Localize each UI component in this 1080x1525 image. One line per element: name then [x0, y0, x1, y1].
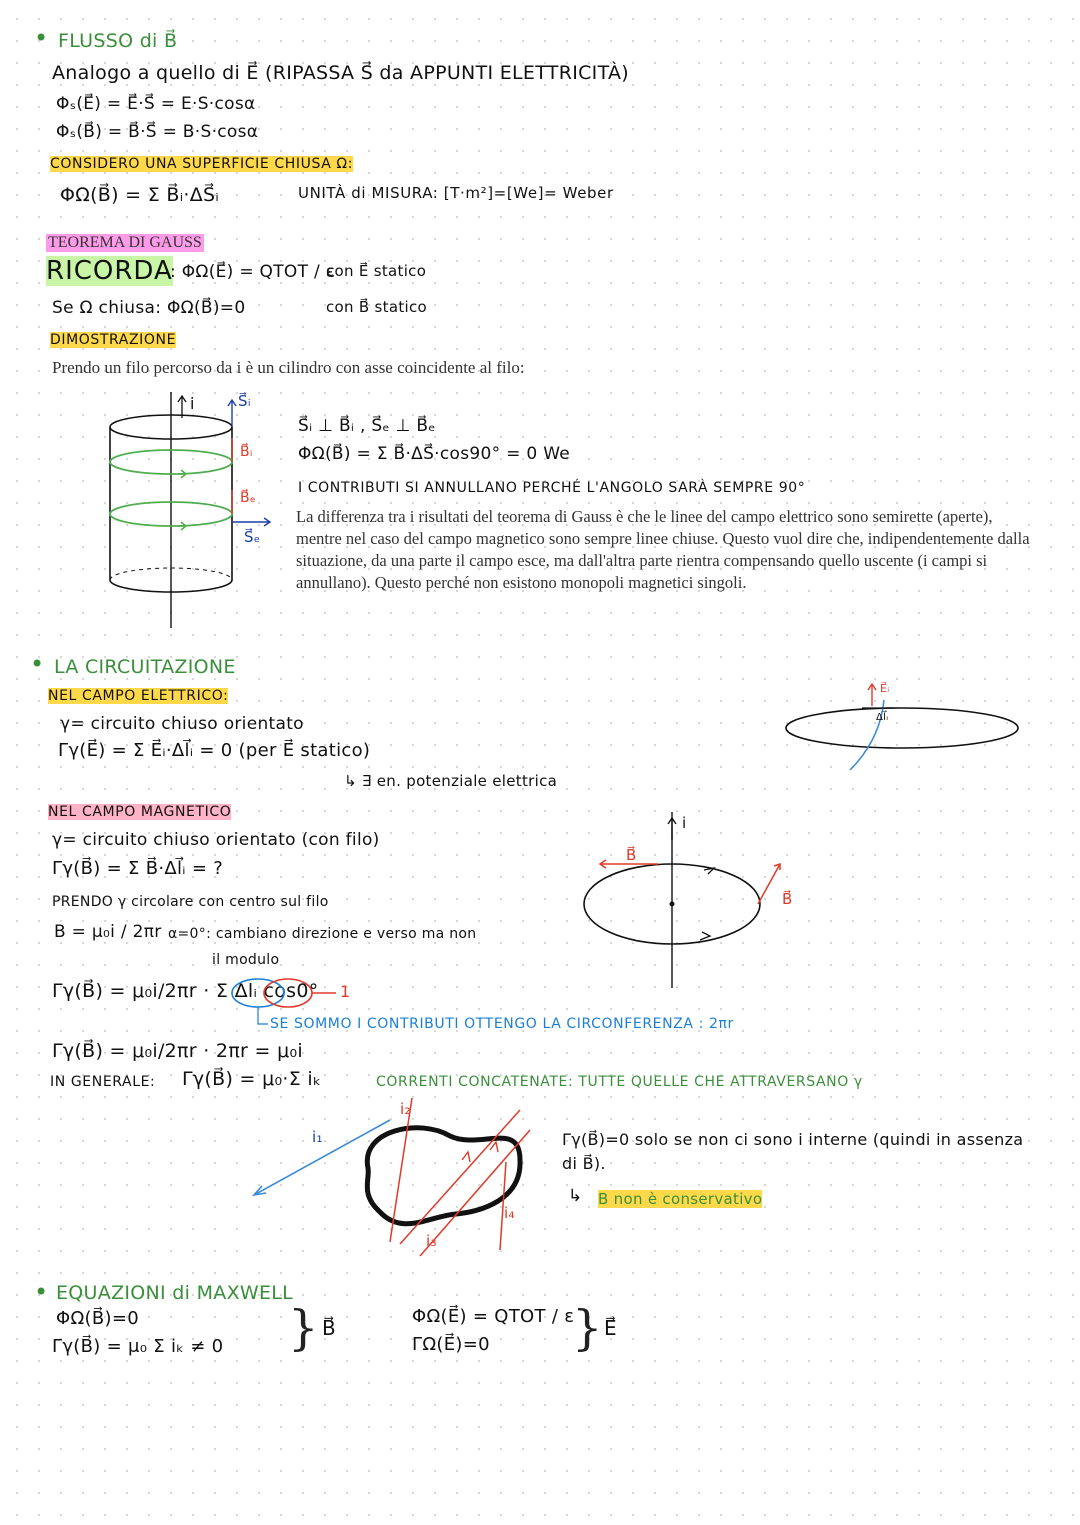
electric-circulation: Γγ(E⃗) = Σ E⃗ᵢ·Δl⃗ᵢ = 0 (per E⃗ statico) [58, 740, 371, 761]
circulation-heading: LA CIRCUITAZIONE [54, 656, 236, 678]
flux-sum-formula: ΦΩ(B⃗) = Σ B⃗ᵢ·ΔS⃗ᵢ [60, 184, 220, 206]
gauss-formula-b: Se Ω chiusa: ΦΩ(B⃗)=0 [52, 298, 246, 318]
gauss-formula-e: : ΦΩ(E⃗) = QTOT / ε [170, 262, 336, 282]
flux-formula-b: Φₛ(B⃗) = B⃗·S⃗ = B·S·cosα [56, 122, 259, 142]
brace-icon: } [288, 1300, 319, 1356]
fig-se-label: S⃗ₑ [244, 528, 261, 546]
magnetic-circulation: Γγ(B⃗) = Σ B⃗·Δl⃗ᵢ = ? [52, 858, 224, 879]
bullet-dot: • [34, 1278, 49, 1306]
fig-wire-current: i [682, 814, 687, 832]
fig-b-right: B⃗ [782, 890, 793, 908]
gauss-title: TEOREMA DI GAUSS [48, 234, 202, 251]
magnetic-circle: PRENDO γ circolare con centro sul filo [52, 894, 329, 910]
cancel-note: I CONTRIBUTI SI ANNULLANO PERCHÉ L'ANGOLO SARÀ SEMPRE 90° [298, 480, 806, 496]
electric-gamma: γ= circuito chiuso orientato [60, 714, 304, 734]
fig-i1: i₁ [312, 1128, 323, 1146]
fig-dl-label: Δl⃗ᵢ [876, 712, 889, 723]
fig-b-left: B⃗ [626, 846, 637, 864]
gauss-condition-b: con B⃗ statico [326, 298, 428, 316]
sum-note: SE SOMMO I CONTRIBUTI OTTENGO LA CIRCONFERENZA : 2πr [270, 1016, 734, 1032]
magnetic-title: NEL CAMPO MAGNETICO [48, 804, 232, 820]
fig-si-label: S⃗ᵢ [238, 392, 251, 410]
fig-current-label: i [190, 394, 195, 413]
maxwell-e2: ΓΩ(E⃗)=0 [412, 1334, 490, 1355]
cos-one-label: 1 [340, 982, 351, 1001]
general-formula: Γγ(B⃗) = μ₀·Σ iₖ [182, 1068, 322, 1090]
fig-be-label: B⃗ₑ [240, 490, 257, 506]
electric-potential: ↳ ∃ en. potenziale elettrica [344, 772, 558, 790]
closed-surface-text: CONSIDERO UNA SUPERFICIE CHIUSA Ω: [50, 156, 354, 172]
magnetic-result: Γγ(B⃗) = μ₀i/2πr · 2πr = μ₀i [52, 1040, 303, 1062]
analogy-line: Analogo a quello di E⃗ (RIPASSA S⃗ da APPUNTI ELETTRICITÀ) [52, 62, 630, 84]
remember-text: RICORDA [46, 256, 173, 286]
demo-intro: Prendo un filo percorso da i è un cilindro con asse coincidente al filo: [52, 358, 525, 377]
maxwell-e1: ΦΩ(E⃗) = QTOT / ε [412, 1306, 575, 1327]
maxwell-e-label: E⃗ [604, 1316, 617, 1340]
fig-i3: i₃ [426, 1232, 437, 1250]
bullet-dot: • [30, 650, 45, 678]
nonconservative-text: B non è conservativo [598, 1190, 763, 1208]
fig-i4: i₄ [504, 1204, 515, 1222]
fig-i2: i₂ [400, 1100, 411, 1118]
magnetic-gamma: γ= circuito chiuso orientato (con filo) [52, 830, 380, 850]
electric-title: NEL CAMPO ELETTRICO: [48, 688, 229, 704]
maxwell-b-label: B⃗ [322, 1316, 337, 1340]
section-flux-heading: FLUSSO di B⃗ [58, 30, 178, 52]
maxwell-heading: EQUAZIONI di MAXWELL [56, 1282, 294, 1304]
maxwell-b2: Γγ(B⃗) = μ₀ Σ iₖ ≠ 0 [52, 1336, 224, 1357]
fig-e-label: E⃗ᵢ [880, 682, 890, 695]
magnetic-alpha-note: α=0°: cambiano direzione e verso ma non [168, 926, 477, 942]
gauss-paragraph: La differenza tra i risultati del teorema di Gauss è che le linee del campo elettrico sono semirette (aperte), mentre nel caso del campo magnetico sono sempre linee chiuse. Questo vuol dire che, indipendentemente dalla situazione, da una parte il campo esce, ma dall'altra parte rientra compensando quello uscente (i campi si annullano). Questo perché non esistono monopoli magnetici singoli. [296, 507, 1030, 592]
perpendicular-note: S⃗ᵢ ⊥ B⃗ᵢ , S⃗ₑ ⊥ B⃗ₑ [298, 416, 436, 436]
magnetic-sum: Γγ(B⃗) = μ₀i/2πr · Σ Δlᵢ cos0° [52, 980, 319, 1002]
fig-bi-label: B⃗ᵢ [240, 444, 253, 460]
demo-text: DIMOSTRAZIONE [50, 332, 177, 348]
maxwell-b1: ΦΩ(B⃗)=0 [56, 1308, 139, 1329]
concatenated-note: CORRENTI CONCATENATE: TUTTE QUELLE CHE ATTRAVERSANO γ [376, 1074, 863, 1090]
magnetic-b-formula: B = μ₀i / 2πr [54, 922, 162, 942]
gauss-condition-e: con E⃗ statico [326, 262, 427, 280]
flux-formula-e: Φₛ(E⃗) = E⃗·S⃗ = E·S·cosα [56, 94, 256, 114]
arrow-icon: ↳ [568, 1186, 583, 1206]
flux-calc: ΦΩ(B⃗) = Σ B⃗·ΔS⃗·cos90° = 0 We [298, 444, 571, 464]
nonconservative-note [598, 1190, 762, 1208]
bullet-dot: • [34, 24, 49, 52]
zero-circulation-note: Γγ(B⃗)=0 solo se non ci sono i interne (quindi in assenza di B⃗). [562, 1130, 1024, 1173]
general-label: IN GENERALE: [50, 1074, 156, 1090]
magnetic-modulo-note: il modulo [212, 952, 280, 968]
units-line: UNITÀ di MISURA: [T·m²]=[We]= Weber [298, 184, 614, 202]
brace-icon: } [572, 1300, 603, 1356]
